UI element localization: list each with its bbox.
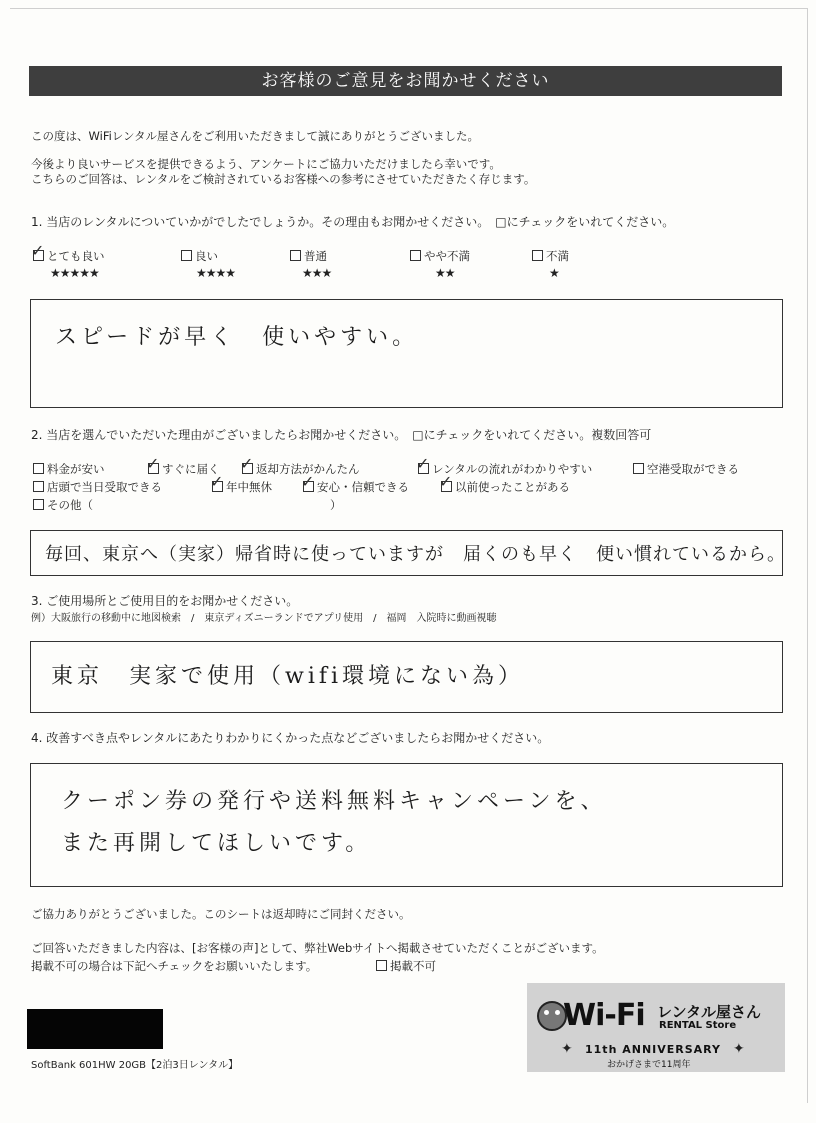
two-stars-icon: ★★ <box>435 266 455 280</box>
four-stars-icon: ★★★★ <box>196 266 236 280</box>
checkbox[interactable] <box>33 481 44 492</box>
q1-answer-box[interactable] <box>30 299 783 408</box>
sparkle-icon: ✦ <box>733 1041 745 1057</box>
checkmark-icon: ✓ <box>416 454 430 473</box>
logo-english-name: RENTAL Store <box>659 1020 737 1031</box>
q2-option-trustworthy[interactable] <box>301 472 409 494</box>
paper-edge-top <box>10 8 808 9</box>
checkbox-checked[interactable] <box>301 472 315 492</box>
checkbox[interactable] <box>633 463 644 474</box>
checkbox[interactable] <box>376 960 387 971</box>
checkmark-icon: ✓ <box>240 454 254 473</box>
checkbox[interactable] <box>33 463 44 474</box>
q2-option-label: 料金が安い <box>47 462 105 476</box>
page-title: お客様のご意見をお聞かせください <box>29 66 782 96</box>
q2-option-label: 以前使ったことがある <box>455 480 570 494</box>
q2-option-label: 年中無休 <box>226 480 272 494</box>
logo-thanks: おかげさまで11周年 <box>607 1060 691 1070</box>
q2-option-label: 空港受取ができる <box>647 462 739 476</box>
checkbox-checked[interactable] <box>210 472 224 492</box>
no-publish-label: 掲載不可 <box>390 959 436 973</box>
q2-option-same-day-store[interactable] <box>33 480 162 494</box>
q3-example: 例）大阪旅行の移動中に地図検索 / 東京ディズニーランドでアプリ使用 / 福岡 入院時に動画視聴 <box>31 613 497 624</box>
q2-other-label: その他（ <box>47 498 93 512</box>
q3-answer-box[interactable] <box>30 641 783 713</box>
q1-option-label: 普通 <box>304 249 327 263</box>
redacted-area <box>27 1009 163 1049</box>
q3-handwritten-answer: 東京 実家で使用（wifi環境にない為） <box>51 664 525 689</box>
q2-handwritten-answer: 毎回、東京へ（実家）帰省時に使っていますが 届くのも早く 便い慣れているから。 <box>45 544 786 565</box>
q2-answer-box[interactable] <box>30 530 786 576</box>
q2-option-label: 返却方法がかんたん <box>256 462 360 476</box>
logo-wifi-text: Wi-Fi <box>563 998 645 1033</box>
q1-option-label: とても良い <box>47 249 105 263</box>
checkbox[interactable] <box>181 250 192 261</box>
one-star-icon: ★ <box>549 266 559 280</box>
checkmark-icon: ✓ <box>146 454 160 473</box>
logo-anniversary: 11th ANNIVERSARY <box>585 1043 722 1056</box>
q4-answer-box[interactable] <box>30 763 783 887</box>
sparkle-icon: ✦ <box>561 1041 573 1057</box>
q2-option-open-all-year[interactable] <box>210 472 272 494</box>
checkbox-checked[interactable] <box>416 454 430 474</box>
q2-option-label: すぐに届く <box>162 462 220 476</box>
q2-option-other[interactable] <box>33 498 93 512</box>
checkbox-checked[interactable] <box>240 454 254 474</box>
intro-line-1: この度は、WiFiレンタル屋さんをご利用いただきまして誠にありがとうございました。 <box>31 129 480 143</box>
paper-edge-right <box>807 8 808 1103</box>
q2-option-cheap[interactable] <box>33 462 105 476</box>
question-3: 3. ご使用場所とご使用目的をお聞かせください。 <box>31 594 299 608</box>
checkmark-icon: ✓ <box>31 241 45 260</box>
checkbox-checked[interactable] <box>31 241 45 261</box>
q2-option-label: 店頭で当日受取できる <box>47 480 162 494</box>
checkmark-icon: ✓ <box>439 472 453 491</box>
checkbox[interactable] <box>33 499 44 510</box>
five-stars-icon: ★★★★★ <box>50 266 99 280</box>
intro-line-3: こちらのご回答は、レンタルをご検討されているお客様への参考にさせていただきたく存じます。 <box>31 172 536 186</box>
publish-notice-1: ご回答いただきました内容は、[お客様の声]として、弊社Webサイトへ掲載させていただくことがございます。 <box>31 941 604 955</box>
thanks-note: ご協力ありがとうございました。このシートは返却時にご同封ください。 <box>31 907 411 921</box>
q1-option-label: 良い <box>195 249 218 263</box>
q2-option-label: レンタルの流れがわかりやすい <box>432 462 593 476</box>
q1-option-very-good[interactable] <box>31 241 105 263</box>
product-info: SoftBank 601HW 20GB【2泊3日レンタル】 <box>31 1060 239 1071</box>
logo-japanese-name: レンタル屋さん <box>657 1003 762 1021</box>
publish-notice-2: 掲載不可の場合は下記へチェックをお願いいたします。 <box>31 959 318 973</box>
checkmark-icon: ✓ <box>210 472 224 491</box>
question-1: 1. 当店のレンタルについていかがでしたでしょうか。その理由もお聞かせください。 □にチェックをいれてください。 <box>31 215 675 229</box>
question-4: 4. 改善すべき点やレンタルにあたりわかりにくかった点などございましたらお聞かせください。 <box>31 731 550 745</box>
checkbox[interactable] <box>290 250 301 261</box>
q2-other-close-paren: ） <box>330 498 342 512</box>
checkmark-icon: ✓ <box>301 472 315 491</box>
q1-handwritten-answer: スピードが早く 使いやすい。 <box>55 325 419 350</box>
no-publish-option[interactable] <box>376 959 436 973</box>
q1-option-dissatisfied[interactable] <box>532 249 569 263</box>
q4-handwritten-answer-line-2: また再開してほしいです。 <box>61 831 372 856</box>
q1-option-label: やや不満 <box>424 249 470 263</box>
checkbox[interactable] <box>410 250 421 261</box>
q2-option-airport-pickup[interactable] <box>633 462 739 476</box>
q1-option-somewhat-dissatisfied[interactable] <box>410 249 470 263</box>
company-logo <box>527 983 785 1072</box>
checkbox-checked[interactable] <box>439 472 453 492</box>
q2-option-fast-delivery[interactable] <box>146 454 220 476</box>
intro-line-2: 今後より良いサービスを提供できるよう、アンケートにご協力いただけましたら幸いです。 <box>31 157 501 171</box>
three-stars-icon: ★★★ <box>302 266 332 280</box>
q2-option-used-before[interactable] <box>439 472 570 494</box>
q2-option-label: 安心・信頼できる <box>317 480 409 494</box>
q1-option-good[interactable] <box>181 249 218 263</box>
q1-option-label: 不満 <box>546 249 569 263</box>
q4-handwritten-answer-line-1: クーポン券の発行や送料無料キャンペーンを、 <box>61 789 607 814</box>
question-2: 2. 当店を選んでいただいた理由がございましたらお聞かせください。 □にチェックをいれてください。複数回答可 <box>31 428 652 442</box>
checkbox[interactable] <box>532 250 543 261</box>
checkbox-checked[interactable] <box>146 454 160 474</box>
q1-option-average[interactable] <box>290 249 327 263</box>
